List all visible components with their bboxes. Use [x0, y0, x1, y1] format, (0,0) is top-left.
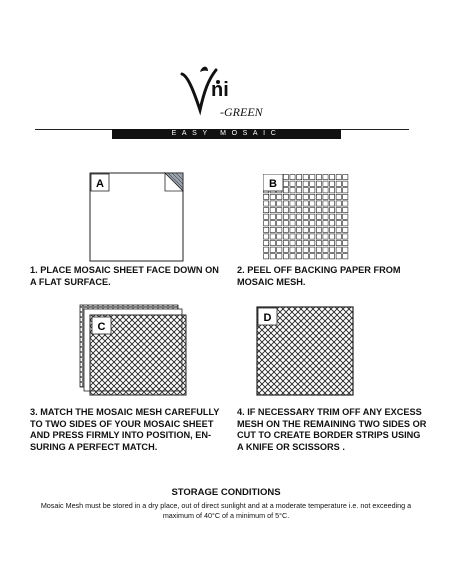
mesh-cell: [310, 241, 315, 246]
mesh-cell: [323, 208, 328, 213]
mesh-cell: [330, 234, 335, 239]
mesh-cell: [323, 194, 328, 199]
mesh-cell: [316, 201, 321, 206]
step-1-text: 1. PLACE MOSAIC SHEET FACE DOWN ON A FLAT SURFACE.: [30, 265, 219, 287]
mesh-cell: [330, 201, 335, 206]
mesh-cell: [290, 241, 295, 246]
mesh-cell: [310, 221, 315, 226]
brand-name: ni: [211, 79, 229, 101]
mesh-cell: [264, 201, 269, 206]
mesh-cell: [323, 221, 328, 226]
mesh-cell: [316, 188, 321, 193]
mesh-cell: [310, 214, 315, 219]
mesh-cell: [303, 221, 308, 226]
mesh-cell: [330, 181, 335, 186]
figure-label-c: C: [97, 321, 106, 333]
figure-b: [263, 174, 351, 260]
mesh-cell: [310, 247, 315, 252]
brand-logo: [178, 62, 278, 122]
mesh-cell: [270, 247, 275, 252]
figure-label-d: D: [263, 312, 272, 324]
mesh-cell: [343, 241, 348, 246]
mesh-cell: [290, 254, 295, 259]
mesh-cell: [277, 234, 282, 239]
mesh-cell: [303, 175, 308, 180]
mesh-cell: [343, 214, 348, 219]
mesh-cell: [270, 227, 275, 232]
mesh-cell: [343, 175, 348, 180]
figure-c: [78, 302, 190, 398]
mesh-cell: [343, 188, 348, 193]
mesh-cell: [290, 194, 295, 199]
mesh-cell: [310, 181, 315, 186]
mesh-cell: [330, 227, 335, 232]
mesh-cell: [330, 247, 335, 252]
mesh-cell: [297, 227, 302, 232]
mesh-cell: [264, 214, 269, 219]
mesh-cell: [283, 221, 288, 226]
mesh-cell: [277, 208, 282, 213]
mesh-cell: [310, 234, 315, 239]
mesh-cell: [336, 227, 341, 232]
mesh-cell: [297, 201, 302, 206]
mesh-cell: [270, 241, 275, 246]
mesh-cell: [283, 175, 288, 180]
mesh-cell: [290, 201, 295, 206]
mesh-cell: [283, 188, 288, 193]
mesh-cell: [316, 208, 321, 213]
mesh-cell: [316, 175, 321, 180]
mesh-cell: [310, 254, 315, 259]
mesh-cell: [343, 221, 348, 226]
mesh-cell: [336, 254, 341, 259]
mesh-cell: [343, 208, 348, 213]
mesh-cell: [336, 241, 341, 246]
mesh-cell: [297, 221, 302, 226]
mesh-cell: [290, 247, 295, 252]
mesh-cell: [264, 241, 269, 246]
mesh-cell: [316, 214, 321, 219]
mesh-cell: [323, 247, 328, 252]
mesh-cell: [290, 227, 295, 232]
mesh-cell: [316, 241, 321, 246]
mesh-cell: [270, 254, 275, 259]
mesh-cell: [283, 234, 288, 239]
mesh-cell: [297, 234, 302, 239]
mesh-cell: [283, 214, 288, 219]
mesh-cell: [303, 201, 308, 206]
mesh-cell: [330, 254, 335, 259]
mesh-cell: [264, 234, 269, 239]
mesh-cell: [270, 221, 275, 226]
mesh-cell: [316, 247, 321, 252]
mesh-cell: [330, 221, 335, 226]
mesh-cell: [270, 208, 275, 213]
mesh-cell: [336, 188, 341, 193]
mesh-cell: [336, 214, 341, 219]
mesh-cell: [264, 194, 269, 199]
figure-d: [256, 306, 354, 396]
mesh-cell: [343, 181, 348, 186]
mesh-cell: [290, 214, 295, 219]
mesh-cell: [297, 181, 302, 186]
mesh-cell: [316, 227, 321, 232]
mesh-cell: [323, 254, 328, 259]
mesh-cell: [264, 221, 269, 226]
storage-body: Mosaic Mesh must be stored in a dry place, out of direct sunlight and at a moderate temperature i.e. not exceeding a maximum of 40°C of a minimum of 5°C.: [40, 501, 412, 520]
banner: EASY MOSAIC: [112, 129, 341, 139]
mesh-cell: [283, 181, 288, 186]
mesh-cell: [303, 181, 308, 186]
mesh-cell: [290, 208, 295, 213]
mesh-cell: [297, 188, 302, 193]
mesh-cell: [277, 227, 282, 232]
mesh-cell: [310, 227, 315, 232]
mesh-cell: [270, 194, 275, 199]
mesh-cell: [283, 201, 288, 206]
mesh-cell: [303, 241, 308, 246]
mesh-cell: [336, 194, 341, 199]
mesh-cell: [297, 175, 302, 180]
mesh-cell: [323, 214, 328, 219]
mesh-cell: [283, 254, 288, 259]
mesh-cell: [330, 188, 335, 193]
figure-label-a: A: [96, 178, 104, 190]
mesh-cell: [323, 175, 328, 180]
mesh-cell: [316, 194, 321, 199]
mesh-cell: [264, 254, 269, 259]
mesh-cell: [343, 254, 348, 259]
figure-a: [89, 172, 184, 262]
mesh-cell: [323, 188, 328, 193]
mesh-cell: [264, 208, 269, 213]
mesh-cell: [283, 247, 288, 252]
mesh-cell: [336, 181, 341, 186]
mesh-cell: [336, 247, 341, 252]
mesh-cell: [316, 181, 321, 186]
mesh-cell: [330, 194, 335, 199]
mesh-cell: [283, 227, 288, 232]
mesh-cell: [316, 254, 321, 259]
mesh-cell: [323, 201, 328, 206]
mesh-cell: [297, 254, 302, 259]
mesh-cell: [264, 247, 269, 252]
mesh-cell: [303, 247, 308, 252]
mesh-cell: [277, 221, 282, 226]
mesh-cell: [323, 241, 328, 246]
mesh-cell: [297, 208, 302, 213]
step-2-text: 2. PEEL OFF BACKING PAPER FROM MOSAIC MESH.: [237, 265, 401, 287]
mesh-cell: [290, 175, 295, 180]
mesh-cell: [277, 214, 282, 219]
mesh-cell: [310, 208, 315, 213]
mesh-cell: [283, 208, 288, 213]
mesh-cell: [310, 175, 315, 180]
mesh-cell: [310, 201, 315, 206]
mesh-cell: [330, 208, 335, 213]
mesh-cell: [316, 221, 321, 226]
mesh-cell: [283, 194, 288, 199]
mesh-cell: [323, 181, 328, 186]
mesh-cell: [343, 247, 348, 252]
mesh-cell: [336, 175, 341, 180]
mesh-cell: [323, 234, 328, 239]
brand-subname: -GREEN: [220, 105, 263, 119]
mesh-cell: [343, 201, 348, 206]
mesh-cell: [297, 241, 302, 246]
mesh-cell: [336, 208, 341, 213]
mesh-cell: [303, 214, 308, 219]
figure-label-b: B: [269, 178, 277, 190]
mesh-cell: [290, 181, 295, 186]
mesh-cell: [316, 234, 321, 239]
mesh-cell: [303, 188, 308, 193]
mesh-cell: [336, 201, 341, 206]
mesh-cell: [330, 241, 335, 246]
mesh-cell: [330, 214, 335, 219]
storage-title: STORAGE CONDITIONS: [171, 487, 281, 498]
step-3-text: 3. MATCH THE MOSAIC MESH CAREFULLY TO TWO SIDES OF YOUR MOSAIC SHEET AND PRESS FIRMLY INTO POSITION, EN-SURING A PERFECT MATCH.: [30, 407, 220, 452]
mesh-cell: [310, 188, 315, 193]
mesh-cell: [303, 208, 308, 213]
mesh-cell: [310, 194, 315, 199]
mesh-cell: [303, 194, 308, 199]
mesh-cell: [270, 214, 275, 219]
mesh-cell: [343, 227, 348, 232]
mesh-cell: [303, 227, 308, 232]
step-4-text: 4. IF NECESSARY TRIM OFF ANY EXCESS MESH ON THE REMAINING TWO SIDES OR CUT TO CREATE BORDER STRIPS USING A KNIFE OR SCISSORS .: [237, 407, 427, 452]
mesh-cell: [343, 194, 348, 199]
mesh-cell: [283, 241, 288, 246]
mesh-cell: [303, 254, 308, 259]
mesh-cell: [297, 247, 302, 252]
mesh-cell: [290, 234, 295, 239]
mesh-cell: [330, 175, 335, 180]
mesh-cell: [264, 227, 269, 232]
mesh-cell: [323, 227, 328, 232]
mesh-cell: [277, 254, 282, 259]
mesh-cell: [336, 234, 341, 239]
mesh-cell: [277, 247, 282, 252]
mesh-cell: [270, 201, 275, 206]
mesh-cell: [290, 188, 295, 193]
mesh-cell: [336, 221, 341, 226]
mesh-cell: [303, 234, 308, 239]
mesh-cell: [270, 234, 275, 239]
mesh-cell: [297, 214, 302, 219]
mesh-cell: [290, 221, 295, 226]
mesh-cell: [297, 194, 302, 199]
mesh-cell: [277, 201, 282, 206]
mesh-cell: [343, 234, 348, 239]
mesh-cell: [277, 194, 282, 199]
mesh-cell: [277, 241, 282, 246]
